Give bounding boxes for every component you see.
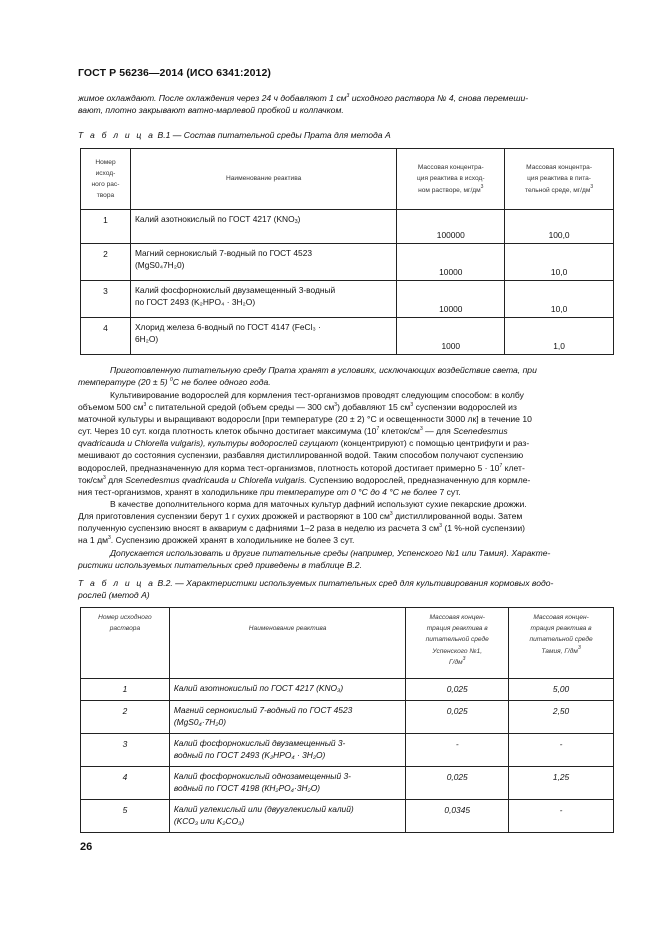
table-row: 2 Магний сернокислый 7-водный по ГОСТ 4523 (MgS0₄·7H₂0) 0,025 2,50 [81, 701, 614, 734]
table-row: 3 Калий фосфорнокислый двузамещенный 3-водный по ГОСТ 2493 (K₂HPO₄ · 3H₂O) 10000 10,0 [81, 281, 614, 318]
table1 [80, 148, 614, 355]
table-row: 2 Магний сернокислый 7-водный по ГОСТ 4523 (MgS0₄7H₂0) 10000 10,0 [81, 244, 614, 281]
table2-header-conc-uspensky: Массовая концен- трация реактива в питательной среде Успенского №1, $Г/дм^3$ [406, 608, 509, 679]
document-header: ГОСТ Р 56236—2014 (ИСО 6341:2012) [78, 67, 271, 79]
table1-header-conc-medium: Массовая концентра- ция реактива в пита- тельной среде, $мг/дм^3$ [505, 149, 614, 210]
cultivation-paragraph: Культивирование водорослей для кормления тест-организмов проводят следующим способом: в колбу объемом 500 $см^3$ с питательной средой (объем среды — 300 $см^3$) добавляют 15 $см^3$ суспензии водорослей из маточной культуры и выращивают водоросли [при температуре (20 ± 2) °С и освещенности 3000 лк] в течение 10 сут. Через 10 сут. когда плотность клеток обычно достигает максимума ($10^7$ клеток/$см^3$ — для Scenedesmus qvadricauda и Chlorella vulgaris), культуры водорослей сгущают (концентрируют) с помощью центрифуги и раз- мешивают до состояния суспензии, разбавляя дистиллированной водой. Таким способом получают суспензию водорослей, предназначенную для корма тест-организмов, плотность которой достигает примерно $5 \cdot 10^7$ клет- ток/$см^3$ для Scenedesmus qvadricauda и Chlorella vulgaris. Суспензию водорослей, предназначенную для кормле- ния тест-организмов, хранят в холодильнике при температуре от 0 °С до 4 °С не более 7 сут. [78, 390, 532, 497]
table-row: 4 Хлорид железа 6-водный по ГОСТ 4147 (FeCl₃ · 6H₂O) 1000 1,0 [81, 318, 614, 355]
other-media-paragraph: Допускается использовать и другие питательные среды (например, Успенского №1 или Тамия). Характе- ристики используемых питательных сред приведены в таблице В.2. [78, 548, 551, 571]
table-row: 4 Калий фосфорнокислый однозамещенный 3- водный по ГОСТ 4198 (КН₂РО₄·3Н₂О) 0,025 1,25 [81, 767, 614, 800]
storage-paragraph: Приготовленную питательную среду Прата хранят в условиях, исключающих воздействие света, при температуре (20 ± 5) $^0$С не более одного года. [78, 365, 537, 388]
table2-header-row [81, 608, 614, 679]
table-row: 3 Калий фосфорнокислый двузамещенный 3- водный по ГОСТ 2493 (K₂HPO₄ · 3H₂O) - - [81, 734, 614, 767]
yeast-paragraph: В качестве дополнительного корма для маточных культур дафний используют сухие пекарские дрожжи. Для приготовления суспензии берут 1 г сухих дрожжей и растворяют в 100 $см^3$ дистиллированной воды. Затем полученную суспензию вносят в аквариум с дафниями 1–2 раза в неделю из расчета 3 $см^3$ (1 %-ной суспензии) на 1 $дм^3$. Суспензию дрожжей хранят в холодильнике не более 3 сут. [78, 499, 527, 546]
table2 [80, 607, 614, 833]
table-row: 5 Калий углекислый или (двууглекислый калий) (KCO₃ или K₂CO₃) 0,0345 - [81, 800, 614, 833]
table1-header-name: Наименование реактива [130, 149, 396, 210]
table2-caption: Т а б л и ц а В.2. — Характеристики используемых питательных сред для культивирования кормовых водо- рослей (метод А) [78, 578, 554, 600]
table1-header-conc-stock: Массовая концентра- ция реактива в исход- ном растворе, $мг/дм^3$ [397, 149, 505, 210]
intro-line-2: вают, плотно закрывают ватно-марлевой пробкой и колпачком. [78, 105, 344, 116]
table2-header-name: Наименование реактива [169, 608, 405, 679]
page-number: 26 [80, 841, 93, 853]
intro-line-1: жимое охлаждают. После охлаждения через 24 ч добавляют 1 $см^3$ исходного раствора № 4, снова перемеши- [78, 93, 529, 103]
table-row: 1 Калий азотнокислый по ГОСТ 4217 (KNO₃) 0,025 5,00 [81, 679, 614, 701]
table1-header-row [81, 149, 614, 210]
intro-paragraph [78, 92, 616, 116]
table1-header-num: Номер исход- ного рас- твора [81, 149, 131, 210]
table1-caption: Т а б л и ц а В.1 — Состав питательной среды Прата для метода А [78, 130, 391, 140]
table2-header-num: Номер исходного раствора [81, 608, 170, 679]
table2-header-conc-tamiya: Массовая концен- трация реактива в питательной среде Тамия, $Г/дм^3$ [509, 608, 614, 679]
table-row: 1 Калий азотнокислый по ГОСТ 4217 $(KNO_3)$ 100000 100,0 [81, 210, 614, 244]
